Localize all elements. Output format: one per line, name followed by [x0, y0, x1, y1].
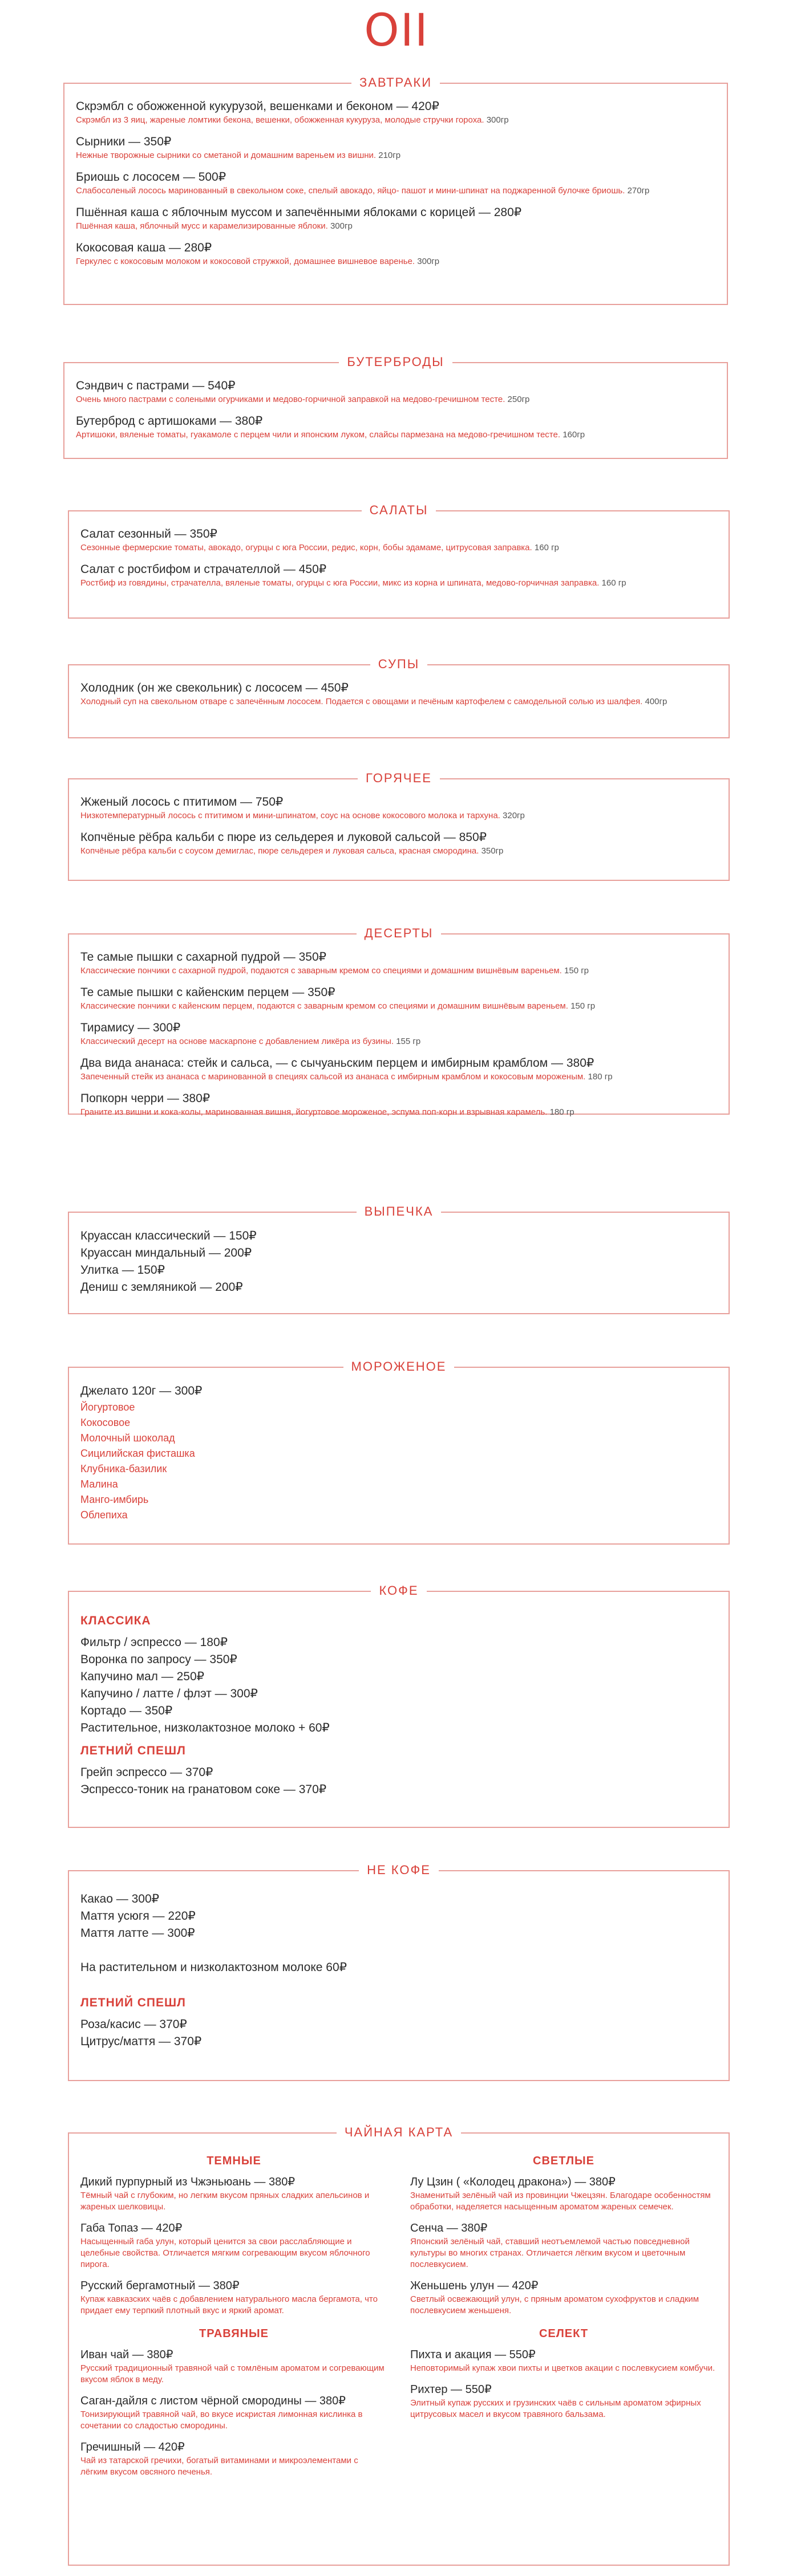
tea-name: Лу Цзин ( «Колодец дракона») — 380₽: [410, 2176, 616, 2188]
item-weight: 250гр: [507, 395, 530, 404]
section-notcoffee: [68, 1863, 730, 2081]
tea-item: [80, 2221, 387, 2270]
item-desc: [80, 810, 717, 822]
sandwiches-items: [76, 378, 715, 441]
item-weight: 400гр: [645, 697, 667, 706]
tea-name: Пихта и акация — 550₽: [410, 2349, 536, 2361]
coffee-line: Фильтр / эспрессо — 180₽: [80, 1636, 228, 1649]
tea-desc: Тёмный чай с глубоким, но легким вкусом пряных сладких апельсинов и жареных шелковицы.: [80, 2191, 370, 2212]
tea-item: [410, 2382, 717, 2420]
section-title-breakfast: ЗАВТРАКИ: [351, 75, 440, 90]
item-desc: [76, 150, 715, 161]
item-desc: [80, 696, 717, 708]
item-weight: 150 гр: [571, 1001, 596, 1011]
flavor: Малина: [80, 1478, 118, 1490]
section-title-notcoffee: НЕ КОФЕ: [359, 1863, 439, 1877]
menu-item: [80, 1020, 717, 1047]
gelato-price: Джелато 120г — 300₽: [80, 1384, 203, 1397]
item-weight: 160 гр: [534, 543, 559, 552]
tea-group-title: ТРАВЯНЫЕ: [199, 2327, 269, 2340]
item-weight: 300гр: [486, 115, 509, 125]
tea-desc: Насыщенный габа улун, который ценится за свои расслабляющие и целебные свойства. Отличается мягким согревающим вкусом яблочного пирога.: [80, 2237, 370, 2269]
item-name: Те самые пышки с кайенским перцем — 350₽: [80, 986, 335, 999]
tea-item: [410, 2175, 717, 2213]
item-weight: 150 гр: [564, 966, 589, 976]
soups-items: [80, 680, 717, 708]
section-title-desserts: ДЕСЕРТЫ: [357, 926, 442, 940]
item-desc-text: Скрэмбл из 3 яиц, жареные ломтики бекона, вешенки, обожженная кукуруза, молодые стручки гороха.: [76, 115, 484, 125]
item-weight: 300гр: [417, 257, 440, 266]
menu-item: [80, 1091, 717, 1118]
menu-item: [76, 134, 715, 161]
item-desc-text: Низкотемпературный лосось с птитимом и мини-шпинатом, соус на основе кокосового молока и тархуна.: [80, 811, 500, 820]
logo: OII: [364, 5, 429, 56]
notcoffee-line: Маття усюгя — 220₽: [80, 1909, 196, 1923]
subsection-summer: ЛЕТНИЙ СПЕШЛ: [80, 1996, 186, 2009]
tea-name: Сенча — 380₽: [410, 2222, 488, 2234]
section-soups: [68, 657, 730, 738]
tea-column-right: [410, 2151, 717, 2486]
item-desc: [76, 115, 715, 126]
item-desc: [80, 542, 717, 554]
notcoffee-line: Цитрус/маття — 370₽: [80, 2035, 202, 2048]
tea-group-title: СВЕТЛЫЕ: [533, 2155, 594, 2167]
flavor: Облепиха: [80, 1509, 128, 1521]
tea-desc: Купаж кавказских чаёв с добавлением натурального масла бергамота, что придает ему терпкий плотный вкус и яркий аромат.: [80, 2294, 378, 2315]
section-title-bakery: ВЫПЕЧКА: [357, 1204, 442, 1218]
item-desc: [76, 429, 715, 441]
item-weight: 180 гр: [549, 1107, 574, 1117]
menu-item: [76, 413, 715, 441]
item-weight: 180 гр: [588, 1072, 613, 1082]
tea-item: [410, 2278, 717, 2317]
menu-item: [80, 794, 717, 822]
menu-item: [76, 99, 715, 126]
milk-note: На растительном и низколактозном молоке 60₽: [80, 1961, 347, 1974]
tea-item: [80, 2440, 387, 2478]
item-desc: [76, 256, 715, 267]
coffee-line: Капучино мал — 250₽: [80, 1670, 205, 1683]
menu-item: [76, 378, 715, 405]
item-desc: [76, 221, 715, 232]
flavor: Сицилийская фисташка: [80, 1448, 195, 1459]
item-desc-text: Геркулес с кокосовым молоком и кокосовой стружкой, домашнее вишневое варенье.: [76, 257, 415, 266]
item-name: Попкорн черри — 380₽: [80, 1092, 211, 1105]
item-name: Копчёные рёбра кальби с пюре из сельдерея и луковой сальсой — 850₽: [80, 831, 487, 844]
flavor: Кокосовое: [80, 1417, 131, 1428]
bakery-line: Дениш с земляникой — 200₽: [80, 1281, 243, 1294]
tea-name: Саган-дайля с листом чёрной смородины — 380₽: [80, 2395, 346, 2407]
flavor: Клубника-базилик: [80, 1463, 167, 1474]
tea-item: [80, 2175, 387, 2213]
bakery-line: Круассан миндальный — 200₽: [80, 1246, 252, 1259]
menu-item: [80, 562, 717, 589]
coffee-line: Капучино / латте / флэт — 300₽: [80, 1687, 258, 1700]
subsection-classic: КЛАССИКА: [80, 1614, 151, 1627]
item-weight: 270гр: [627, 186, 650, 196]
item-name: Скрэмбл с обожженной кукурузой, вешенками и беконом — 420₽: [76, 100, 439, 113]
bakery-line: Улитка — 150₽: [80, 1263, 165, 1277]
tea-item: [410, 2221, 717, 2270]
item-name: Сырники — 350₽: [76, 135, 172, 148]
section-title-icecream: МОРОЖЕНОЕ: [343, 1359, 455, 1374]
item-desc: [80, 1071, 717, 1083]
menu-item: [80, 526, 717, 554]
item-name: Бриошь с лососем — 500₽: [76, 170, 226, 184]
item-desc-text: Классические пончики с кайенским перцем, подаются с заварным кремом со специями и домашним вишнёвым вареньем.: [80, 1001, 568, 1011]
item-name: Два вида ананаса: стейк и сальса, — с сычуаньским перцем и имбирным крамблом — 380₽: [80, 1057, 594, 1070]
item-desc-text: Слабосоленый лосось маринованный в свекольном соке, спелый авокадо, яйцо- пашот и мини-шпинат на поджаренной булочке бриошь.: [76, 186, 625, 196]
section-salads: [68, 503, 730, 619]
menu-item: [76, 205, 715, 232]
tea-desc: Русский традиционный травяной чай с томлёным ароматом и согревающим вкусом яблок в меду.: [80, 2363, 385, 2384]
item-desc-text: Классический десерт на основе маскарпоне с добавлением ликёра из бузины.: [80, 1037, 394, 1046]
tea-name: Иван чай — 380₽: [80, 2349, 173, 2361]
section-hot: [68, 771, 730, 881]
menu-item: [80, 1055, 717, 1083]
menu-item: [76, 169, 715, 197]
coffee-line: Кортадо — 350₽: [80, 1704, 173, 1717]
item-desc-text: Артишоки, вяленые томаты, гуакамоле с перцем чили и японским луком, слайсы пармезана на медово-гречишном тесте.: [76, 430, 561, 440]
item-weight: 210гр: [378, 151, 401, 160]
notcoffee-line: Какао — 300₽: [80, 1892, 159, 1905]
tea-desc: Светлый освежающий улун, с пряным ароматом сухофруктов и сладким послевкусием женьшеня.: [410, 2294, 699, 2315]
section-title-hot: ГОРЯЧЕЕ: [358, 771, 440, 785]
item-desc-text: Запеченный стейк из ананаса с маринованной в специях сальсой из ананаса с имбирным крамблом и кокосовым мороженым.: [80, 1072, 586, 1082]
coffee-line: Растительное, низколактозное молоко + 60₽: [80, 1721, 330, 1734]
item-name: Пшённая каша с яблочным муссом и запечёнными яблоками с корицей — 280₽: [76, 206, 522, 219]
tea-group-title: СЕЛЕКТ: [539, 2327, 589, 2340]
menu-item: [76, 240, 715, 267]
item-weight: 160гр: [563, 430, 585, 440]
tea-name: Женьшень улун — 420₽: [410, 2280, 539, 2292]
subsection-summer: ЛЕТНИЙ СПЕШЛ: [80, 1744, 186, 1757]
section-desserts: [68, 926, 730, 1117]
tea-name: Русский бергамотный — 380₽: [80, 2280, 240, 2292]
section-coffee: [68, 1583, 730, 1828]
tea-desc: Тонизирующий травяной чай, во вкусе искристая лимонная кислинка в сочетании со сладостью смородины.: [80, 2410, 363, 2431]
flavor: Йогуртовое: [80, 1401, 135, 1413]
item-weight: 320гр: [503, 811, 525, 820]
item-name: Те самые пышки с сахарной пудрой — 350₽: [80, 950, 327, 964]
item-desc-text: Копчёные рёбра кальби с соусом демиглас, пюре сельдерея и луковая сальса, красная смородина.: [80, 846, 479, 856]
tea-desc: Знаменитый зелёный чай из провинции Чжецзян. Благодаре особенностям обработки, наделяется насыщенным ароматом жареных семечек.: [410, 2191, 711, 2212]
tea-desc: Неповторимый купаж хвои пихты и цветков акации с послевкусием комбучи.: [410, 2363, 715, 2373]
item-desc: [80, 1107, 717, 1118]
item-weight: 160 гр: [601, 578, 626, 588]
flavor: Манго-имбирь: [80, 1494, 149, 1505]
coffee-line: Воронка по запросу — 350₽: [80, 1653, 237, 1666]
bakery-line: Круассан классический — 150₽: [80, 1229, 257, 1242]
tea-desc: Японский зелёный чай, ставший неотъемлемой частью повседневной культуры во многих странах. Отличается лёгким вкусом и цветочным послевкусием.: [410, 2237, 690, 2269]
item-name: Жженый лосось с птитимом — 750₽: [80, 795, 284, 808]
item-desc: [80, 1036, 717, 1047]
section-bakery: [68, 1204, 730, 1314]
section-breakfast: [63, 75, 728, 305]
tea-name: Габа Топаз — 420₽: [80, 2222, 183, 2234]
item-name: Сэндвич с пастрами — 540₽: [76, 379, 236, 392]
menu-item: [80, 680, 717, 708]
tea-item: [80, 2394, 387, 2432]
item-desc: [76, 185, 715, 197]
flavor: Молочный шоколад: [80, 1432, 175, 1444]
section-title-tea: ЧАЙНАЯ КАРТА: [337, 2125, 461, 2139]
item-desc-text: Ростбиф из говядины, страчателла, вяленые томаты, огурцы с юга России, микс из корна и шпината, медово-горчичная заправка.: [80, 578, 600, 588]
section-title-sandwiches: БУТЕРБРОДЫ: [339, 355, 452, 369]
desserts-items: [80, 949, 717, 1118]
notcoffee-line: Маття латте — 300₽: [80, 1927, 195, 1940]
item-desc-text: Очень много пастрами с солеными огурчиками и медово-горчичной заправкой на медово-гречишном тесте.: [76, 395, 505, 404]
tea-desc: Элитный купаж русских и грузинских чаёв с сильным ароматом эфирных цитрусовых масел и вкусом травяного бальзама.: [410, 2398, 701, 2419]
section-tea: [68, 2125, 730, 2566]
section-title-salads: САЛАТЫ: [362, 503, 436, 517]
item-desc-text: Граните из вишни и кока-колы, маринованная вишня, йогуртовое мороженое, эспума поп-корн и взрывная карамель.: [80, 1107, 548, 1117]
breakfast-items: [76, 99, 715, 267]
item-name: Холодник (он же свекольник) с лососем — 450₽: [80, 681, 349, 694]
tea-item: [80, 2347, 387, 2386]
item-desc: [80, 1001, 717, 1012]
notcoffee-line: Роза/касис — 370₽: [80, 2018, 187, 2031]
tea-column-left: [80, 2151, 387, 2486]
tea-name: Рихтер — 550₽: [410, 2383, 492, 2396]
item-desc: [80, 578, 717, 589]
tea-desc: Чай из татарской гречихи, богатый витаминами и микроэлементами с лёгким вкусом овсяного печенья.: [80, 2456, 358, 2477]
item-desc: [80, 846, 717, 857]
item-weight: 350гр: [481, 846, 504, 856]
section-sandwiches: [63, 355, 728, 459]
item-desc-text: Сезонные фермерские томаты, авокадо, огурцы с юга России, редис, корн, бобы эдамаме, цитрусовая заправка.: [80, 543, 532, 552]
item-name: Салат сезонный — 350₽: [80, 527, 217, 541]
item-desc-text: Пшённая каша, яблочный мусс и карамелизированные яблоки.: [76, 221, 328, 231]
menu-item: [80, 985, 717, 1012]
item-desc-text: Классические пончики с сахарной пудрой, подаются с заварным кремом со специями и домашним вишнёвым вареньем.: [80, 966, 562, 976]
menu-item: [80, 830, 717, 857]
tea-group-title: ТЕМНЫЕ: [207, 2155, 261, 2167]
item-desc-text: Нежные творожные сырники со сметаной и домашним вареньем из вишни.: [76, 151, 377, 160]
item-name: Кокосовая каша — 280₽: [76, 241, 212, 254]
section-title-coffee: КОФЕ: [371, 1583, 426, 1598]
salads-items: [80, 526, 717, 589]
item-weight: 155 гр: [396, 1037, 421, 1046]
menu-item: [80, 949, 717, 977]
tea-item: [80, 2278, 387, 2317]
item-desc-text: Холодный суп на свекольном отваре с запечённым лососем. Подается с овощами и печёным картофелем с самодельной солью из шалфея.: [80, 697, 643, 706]
item-desc: [76, 394, 715, 405]
section-title-soups: СУПЫ: [370, 657, 427, 671]
item-weight: 300гр: [330, 221, 353, 231]
tea-name: Гречишный — 420₽: [80, 2441, 185, 2453]
coffee-line: Грейп эспрессо — 370₽: [80, 1766, 213, 1779]
item-name: Бутерброд с артишоками — 380₽: [76, 415, 263, 428]
tea-name: Дикий пурпурный из Чжэньюань — 380₽: [80, 2176, 296, 2188]
item-name: Тирамису — 300₽: [80, 1021, 181, 1034]
item-desc: [80, 965, 717, 977]
section-icecream: [68, 1359, 730, 1545]
coffee-line: Эспрессо-тоник на гранатовом соке — 370₽: [80, 1783, 327, 1796]
item-name: Салат с ростбифом и страчателлой — 450₽: [80, 563, 327, 576]
tea-item: [410, 2347, 717, 2374]
hot-items: [80, 794, 717, 857]
